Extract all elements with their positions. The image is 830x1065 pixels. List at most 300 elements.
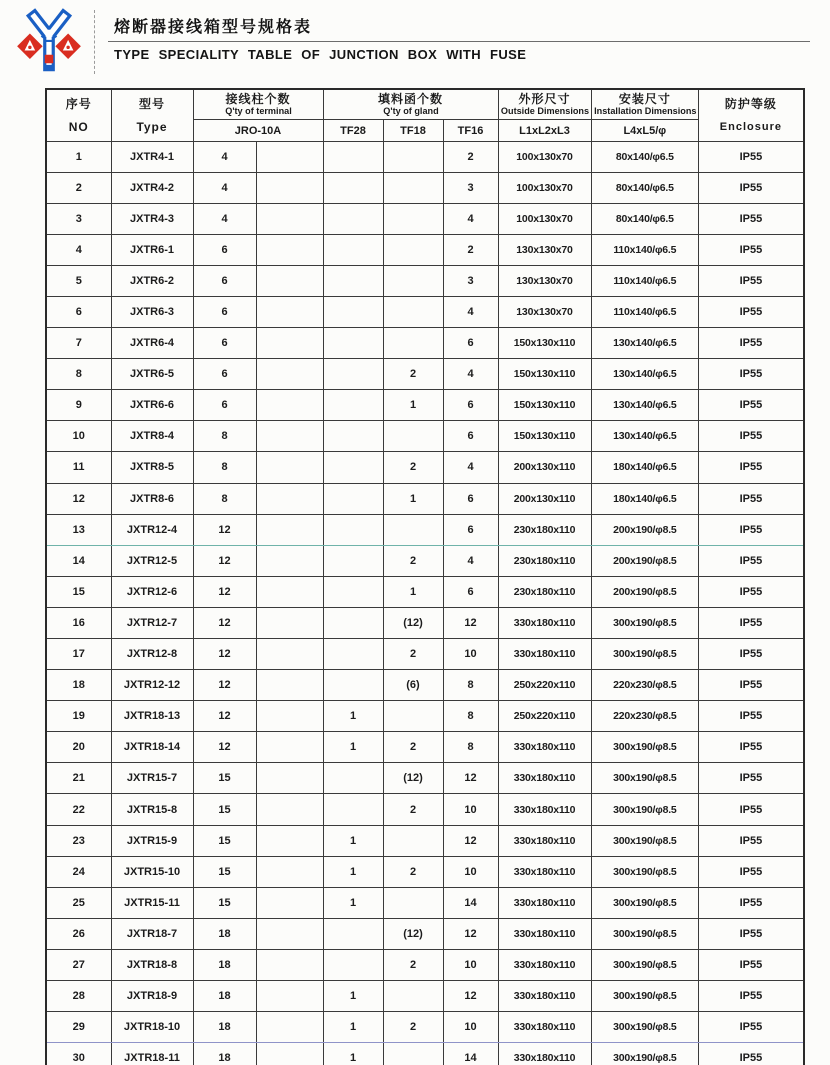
cell-tf18-qty — [383, 981, 443, 1012]
cell-tf28-qty — [323, 514, 383, 545]
cell-enclosure: IP55 — [699, 732, 804, 763]
cell-terminal-qty-spare — [256, 576, 323, 607]
cell-tf28-qty: 1 — [323, 856, 383, 887]
cell-outside-dimensions: 330x180x110 — [498, 639, 591, 670]
cell-outside-dimensions: 330x180x110 — [498, 981, 591, 1012]
jro-10a-label: JRO-10A — [234, 125, 282, 137]
cell-terminal-qty-spare — [256, 545, 323, 576]
table-row — [46, 1043, 804, 1065]
table-row — [46, 918, 804, 949]
cell-terminal-qty: 8 — [193, 421, 256, 452]
cell-tf16-qty: 6 — [443, 328, 498, 359]
cell-terminal-qty-spare — [256, 607, 323, 638]
cell-type: JXTR4-3 — [111, 203, 193, 234]
cell-no: 16 — [46, 607, 111, 638]
cell-no: 9 — [46, 390, 111, 421]
cell-type: JXTR8-6 — [111, 483, 193, 514]
cell-tf16-qty: 8 — [443, 670, 498, 701]
terminal-en: Q'ty of terminal — [224, 105, 292, 117]
cell-tf16-qty: 4 — [443, 359, 498, 390]
cell-installation-dimensions: 200x190/φ8.5 — [591, 576, 699, 607]
cell-type: JXTR18-11 — [111, 1043, 193, 1065]
cell-no: 24 — [46, 856, 111, 887]
tf18-label: TF18 — [400, 125, 426, 137]
cell-tf16-qty: 6 — [443, 390, 498, 421]
cell-tf28-qty: 1 — [323, 701, 383, 732]
tf28-label: TF28 — [340, 125, 366, 137]
cell-terminal-qty: 18 — [193, 981, 256, 1012]
cell-tf16-qty: 10 — [443, 949, 498, 980]
cell-type: JXTR15-9 — [111, 825, 193, 856]
cell-tf18-qty — [383, 265, 443, 296]
cell-tf28-qty — [323, 483, 383, 514]
table-row — [46, 670, 804, 701]
cell-tf28-qty — [323, 234, 383, 265]
cell-enclosure: IP55 — [699, 296, 804, 327]
cell-terminal-qty: 6 — [193, 296, 256, 327]
table-header — [46, 89, 804, 141]
cell-tf28-qty — [323, 296, 383, 327]
cell-installation-dimensions: 180x140/φ6.5 — [591, 452, 699, 483]
cell-enclosure: IP55 — [699, 918, 804, 949]
cell-tf16-qty: 12 — [443, 825, 498, 856]
cell-terminal-qty: 4 — [193, 203, 256, 234]
cell-tf16-qty: 4 — [443, 452, 498, 483]
table-row — [46, 607, 804, 638]
cell-installation-dimensions: 300x190/φ8.5 — [591, 949, 699, 980]
cell-installation-dimensions: 200x190/φ8.5 — [591, 514, 699, 545]
cell-terminal-qty-spare — [256, 981, 323, 1012]
spec-table — [45, 88, 805, 1065]
table-row — [46, 328, 804, 359]
cell-tf28-qty — [323, 452, 383, 483]
cell-tf18-qty — [383, 172, 443, 203]
cell-tf18-qty — [383, 1043, 443, 1065]
cell-terminal-qty-spare — [256, 265, 323, 296]
cell-enclosure: IP55 — [699, 607, 804, 638]
cell-tf18-qty: (6) — [383, 670, 443, 701]
cell-tf28-qty: 1 — [323, 732, 383, 763]
cell-installation-dimensions: 220x230/φ8.5 — [591, 670, 699, 701]
cell-terminal-qty: 6 — [193, 265, 256, 296]
cell-terminal-qty: 12 — [193, 576, 256, 607]
cell-enclosure: IP55 — [699, 452, 804, 483]
cell-tf18-qty: 2 — [383, 452, 443, 483]
table-row — [46, 203, 804, 234]
cell-tf18-qty — [383, 328, 443, 359]
cell-installation-dimensions: 300x190/φ8.5 — [591, 887, 699, 918]
cell-terminal-qty: 12 — [193, 670, 256, 701]
cell-tf18-qty: 2 — [383, 856, 443, 887]
cell-installation-dimensions: 130x140/φ6.5 — [591, 421, 699, 452]
col-no-zh: 序号 — [65, 96, 92, 111]
cell-no: 26 — [46, 918, 111, 949]
cell-outside-dimensions: 330x180x110 — [498, 1012, 591, 1043]
cell-type: JXTR4-1 — [111, 141, 193, 172]
cell-tf16-qty: 8 — [443, 732, 498, 763]
cell-enclosure: IP55 — [699, 701, 804, 732]
cell-terminal-qty-spare — [256, 825, 323, 856]
l4xl5-label: L4xL5/φ — [623, 125, 667, 137]
table-row — [46, 296, 804, 327]
col-header-terminal-group — [193, 89, 323, 119]
cell-tf16-qty: 10 — [443, 639, 498, 670]
cell-terminal-qty: 6 — [193, 359, 256, 390]
table-row — [46, 949, 804, 980]
cell-terminal-qty: 4 — [193, 141, 256, 172]
cell-terminal-qty-spare — [256, 421, 323, 452]
cell-type: JXTR12-7 — [111, 607, 193, 638]
cell-installation-dimensions: 80x140/φ6.5 — [591, 203, 699, 234]
page-title-zh: 熔断器接线箱型号规格表 — [114, 19, 313, 36]
cell-terminal-qty: 18 — [193, 949, 256, 980]
outside-en: Outside Dimensions — [500, 105, 589, 117]
header-divider — [94, 10, 95, 74]
table-row — [46, 856, 804, 887]
cell-type: JXTR6-2 — [111, 265, 193, 296]
cell-installation-dimensions: 300x190/φ8.5 — [591, 607, 699, 638]
cell-terminal-qty: 4 — [193, 172, 256, 203]
cell-terminal-qty-spare — [256, 514, 323, 545]
table-row — [46, 141, 804, 172]
cell-enclosure: IP55 — [699, 390, 804, 421]
cell-terminal-qty: 8 — [193, 452, 256, 483]
cell-installation-dimensions: 300x190/φ8.5 — [591, 763, 699, 794]
cell-tf16-qty: 12 — [443, 607, 498, 638]
cell-outside-dimensions: 330x180x110 — [498, 794, 591, 825]
cell-type: JXTR6-1 — [111, 234, 193, 265]
cell-type: JXTR8-4 — [111, 421, 193, 452]
col-header-outside-dimensions — [498, 89, 591, 119]
cell-tf16-qty: 14 — [443, 887, 498, 918]
cell-type: JXTR8-5 — [111, 452, 193, 483]
cell-tf28-qty — [323, 265, 383, 296]
cell-enclosure: IP55 — [699, 359, 804, 390]
cell-terminal-qty: 12 — [193, 701, 256, 732]
cell-tf28-qty — [323, 172, 383, 203]
cell-enclosure: IP55 — [699, 639, 804, 670]
cell-installation-dimensions: 130x140/φ6.5 — [591, 359, 699, 390]
cell-terminal-qty-spare — [256, 887, 323, 918]
cell-outside-dimensions: 100x130x70 — [498, 172, 591, 203]
table-row — [46, 265, 804, 296]
cell-terminal-qty: 6 — [193, 328, 256, 359]
cell-enclosure: IP55 — [699, 265, 804, 296]
enclosure-zh: 防护等级 — [724, 96, 777, 111]
install-zh: 安装尺寸 — [618, 91, 671, 106]
table-row — [46, 545, 804, 576]
cell-enclosure: IP55 — [699, 172, 804, 203]
cell-terminal-qty-spare — [256, 234, 323, 265]
cell-tf28-qty: 1 — [323, 1012, 383, 1043]
cell-installation-dimensions: 220x230/φ8.5 — [591, 701, 699, 732]
cell-tf16-qty: 10 — [443, 794, 498, 825]
cell-no: 19 — [46, 701, 111, 732]
cell-tf16-qty: 12 — [443, 763, 498, 794]
cell-type: JXTR12-12 — [111, 670, 193, 701]
cell-no: 6 — [46, 296, 111, 327]
cell-terminal-qty-spare — [256, 172, 323, 203]
cell-no: 7 — [46, 328, 111, 359]
cell-type: JXTR18-10 — [111, 1012, 193, 1043]
table-row — [46, 887, 804, 918]
cell-enclosure: IP55 — [699, 856, 804, 887]
cell-tf28-qty — [323, 421, 383, 452]
subcol-l4xl5 — [591, 119, 699, 141]
cell-outside-dimensions: 230x180x110 — [498, 545, 591, 576]
terminal-zh: 接线柱个数 — [225, 91, 291, 106]
cell-no: 25 — [46, 887, 111, 918]
cell-outside-dimensions: 250x220x110 — [498, 701, 591, 732]
subcol-tf28 — [323, 119, 383, 141]
cell-tf18-qty — [383, 825, 443, 856]
table-row — [46, 639, 804, 670]
table-body — [46, 141, 804, 1065]
cell-tf16-qty: 12 — [443, 981, 498, 1012]
gland-en: Q'ty of gland — [382, 105, 439, 117]
cell-type: JXTR6-6 — [111, 390, 193, 421]
cell-enclosure: IP55 — [699, 1043, 804, 1065]
cell-installation-dimensions: 200x190/φ8.5 — [591, 545, 699, 576]
table-row — [46, 763, 804, 794]
enclosure-en: Enclosure — [719, 120, 782, 133]
cell-enclosure: IP55 — [699, 514, 804, 545]
cell-outside-dimensions: 150x130x110 — [498, 328, 591, 359]
cell-tf28-qty: 1 — [323, 825, 383, 856]
cell-terminal-qty-spare — [256, 763, 323, 794]
install-en: Installation Dimensions — [593, 105, 697, 117]
cell-tf18-qty — [383, 296, 443, 327]
cell-terminal-qty-spare — [256, 949, 323, 980]
cell-tf16-qty: 6 — [443, 483, 498, 514]
cell-enclosure: IP55 — [699, 141, 804, 172]
cell-terminal-qty-spare — [256, 452, 323, 483]
cell-terminal-qty: 18 — [193, 918, 256, 949]
cell-terminal-qty-spare — [256, 918, 323, 949]
cell-outside-dimensions: 250x220x110 — [498, 670, 591, 701]
cell-outside-dimensions: 150x130x110 — [498, 390, 591, 421]
cell-outside-dimensions: 330x180x110 — [498, 887, 591, 918]
cell-no: 13 — [46, 514, 111, 545]
cell-no: 27 — [46, 949, 111, 980]
title-underline — [108, 41, 810, 42]
cell-no: 18 — [46, 670, 111, 701]
cell-no: 3 — [46, 203, 111, 234]
cell-tf28-qty — [323, 949, 383, 980]
cell-outside-dimensions: 330x180x110 — [498, 825, 591, 856]
cell-tf18-qty: 2 — [383, 732, 443, 763]
cell-tf18-qty: 2 — [383, 794, 443, 825]
cell-installation-dimensions: 80x140/φ6.5 — [591, 141, 699, 172]
cell-tf18-qty: 2 — [383, 1012, 443, 1043]
cell-tf18-qty — [383, 701, 443, 732]
cell-tf28-qty — [323, 639, 383, 670]
cell-outside-dimensions: 330x180x110 — [498, 763, 591, 794]
cell-no: 30 — [46, 1043, 111, 1065]
cell-no: 14 — [46, 545, 111, 576]
cell-enclosure: IP55 — [699, 825, 804, 856]
cell-tf16-qty: 6 — [443, 421, 498, 452]
table-row — [46, 701, 804, 732]
cell-type: JXTR12-4 — [111, 514, 193, 545]
cell-no: 10 — [46, 421, 111, 452]
cell-no: 1 — [46, 141, 111, 172]
cell-tf28-qty — [323, 203, 383, 234]
cell-enclosure: IP55 — [699, 234, 804, 265]
cell-tf28-qty — [323, 607, 383, 638]
cell-tf18-qty — [383, 887, 443, 918]
cell-tf16-qty: 4 — [443, 545, 498, 576]
cell-installation-dimensions: 300x190/φ8.5 — [591, 825, 699, 856]
cell-type: JXTR15-11 — [111, 887, 193, 918]
cell-type: JXTR6-5 — [111, 359, 193, 390]
cell-type: JXTR18-9 — [111, 981, 193, 1012]
cell-terminal-qty: 12 — [193, 545, 256, 576]
cell-no: 17 — [46, 639, 111, 670]
cell-type: JXTR18-13 — [111, 701, 193, 732]
cell-terminal-qty-spare — [256, 639, 323, 670]
cell-outside-dimensions: 330x180x110 — [498, 607, 591, 638]
cell-terminal-qty-spare — [256, 328, 323, 359]
cell-outside-dimensions: 100x130x70 — [498, 141, 591, 172]
cell-terminal-qty-spare — [256, 296, 323, 327]
cell-terminal-qty: 12 — [193, 639, 256, 670]
table-row — [46, 421, 804, 452]
company-emblem-icon — [17, 8, 81, 76]
table-row — [46, 794, 804, 825]
cell-tf16-qty: 6 — [443, 514, 498, 545]
cell-type: JXTR4-2 — [111, 172, 193, 203]
cell-tf28-qty: 1 — [323, 887, 383, 918]
cell-type: JXTR15-7 — [111, 763, 193, 794]
table-row — [46, 1012, 804, 1043]
page-title-en: TYPE SPECIALITY TABLE OF JUNCTION BOX WITH FUSE — [114, 47, 527, 62]
cell-tf28-qty — [323, 670, 383, 701]
cell-tf18-qty: 2 — [383, 545, 443, 576]
cell-no: 8 — [46, 359, 111, 390]
cell-enclosure: IP55 — [699, 670, 804, 701]
cell-enclosure: IP55 — [699, 203, 804, 234]
cell-enclosure: IP55 — [699, 545, 804, 576]
cell-terminal-qty: 6 — [193, 234, 256, 265]
cell-outside-dimensions: 100x130x70 — [498, 203, 591, 234]
cell-tf18-qty: 2 — [383, 949, 443, 980]
outside-zh: 外形尺寸 — [518, 91, 571, 106]
subcol-tf16 — [443, 119, 498, 141]
cell-tf18-qty: (12) — [383, 918, 443, 949]
cell-tf18-qty — [383, 203, 443, 234]
cell-tf16-qty: 8 — [443, 701, 498, 732]
cell-terminal-qty: 12 — [193, 514, 256, 545]
cell-type: JXTR18-8 — [111, 949, 193, 980]
cell-tf28-qty: 1 — [323, 1043, 383, 1065]
cell-tf28-qty — [323, 328, 383, 359]
cell-no: 11 — [46, 452, 111, 483]
cell-enclosure: IP55 — [699, 981, 804, 1012]
cell-installation-dimensions: 300x190/φ8.5 — [591, 856, 699, 887]
cell-no: 2 — [46, 172, 111, 203]
cell-no: 15 — [46, 576, 111, 607]
cell-no: 21 — [46, 763, 111, 794]
cell-terminal-qty: 15 — [193, 856, 256, 887]
cell-terminal-qty-spare — [256, 359, 323, 390]
cell-tf16-qty: 10 — [443, 856, 498, 887]
cell-installation-dimensions: 300x190/φ8.5 — [591, 1043, 699, 1065]
cell-terminal-qty-spare — [256, 483, 323, 514]
table-row — [46, 483, 804, 514]
cell-enclosure: IP55 — [699, 576, 804, 607]
cell-tf16-qty: 2 — [443, 141, 498, 172]
cell-installation-dimensions: 110x140/φ6.5 — [591, 234, 699, 265]
cell-no: 23 — [46, 825, 111, 856]
cell-outside-dimensions: 330x180x110 — [498, 1043, 591, 1065]
col-header-type — [111, 89, 193, 141]
cell-outside-dimensions: 230x180x110 — [498, 514, 591, 545]
cell-installation-dimensions: 300x190/φ8.5 — [591, 794, 699, 825]
cell-terminal-qty-spare — [256, 1012, 323, 1043]
cell-type: JXTR15-8 — [111, 794, 193, 825]
col-header-no — [46, 89, 111, 141]
cell-terminal-qty-spare — [256, 390, 323, 421]
cell-installation-dimensions: 110x140/φ6.5 — [591, 265, 699, 296]
cell-tf18-qty — [383, 514, 443, 545]
tf16-label: TF16 — [457, 125, 484, 137]
cell-tf28-qty — [323, 576, 383, 607]
cell-outside-dimensions: 130x130x70 — [498, 296, 591, 327]
table-row — [46, 359, 804, 390]
cell-tf18-qty: 1 — [383, 390, 443, 421]
cell-terminal-qty: 12 — [193, 607, 256, 638]
cell-enclosure: IP55 — [699, 949, 804, 980]
cell-terminal-qty-spare — [256, 141, 323, 172]
cell-no: 22 — [46, 794, 111, 825]
cell-tf28-qty — [323, 763, 383, 794]
cell-terminal-qty: 15 — [193, 825, 256, 856]
cell-type: JXTR6-3 — [111, 296, 193, 327]
cell-terminal-qty-spare — [256, 670, 323, 701]
cell-tf28-qty — [323, 794, 383, 825]
cell-tf18-qty — [383, 234, 443, 265]
cell-tf28-qty — [323, 390, 383, 421]
cell-terminal-qty-spare — [256, 203, 323, 234]
cell-tf16-qty: 12 — [443, 918, 498, 949]
cell-installation-dimensions: 180x140/φ6.5 — [591, 483, 699, 514]
cell-no: 20 — [46, 732, 111, 763]
gland-zh: 填料函个数 — [377, 91, 443, 106]
cell-no: 12 — [46, 483, 111, 514]
cell-tf18-qty: 2 — [383, 359, 443, 390]
table-row — [46, 514, 804, 545]
cell-tf28-qty: 1 — [323, 981, 383, 1012]
cell-tf18-qty: 2 — [383, 639, 443, 670]
cell-type: JXTR12-6 — [111, 576, 193, 607]
table-row — [46, 172, 804, 203]
cell-tf18-qty: (12) — [383, 763, 443, 794]
cell-tf16-qty: 6 — [443, 576, 498, 607]
cell-installation-dimensions: 80x140/φ6.5 — [591, 172, 699, 203]
cell-enclosure: IP55 — [699, 328, 804, 359]
table-row — [46, 576, 804, 607]
cell-terminal-qty-spare — [256, 794, 323, 825]
cell-outside-dimensions: 150x130x110 — [498, 359, 591, 390]
cell-installation-dimensions: 130x140/φ6.5 — [591, 328, 699, 359]
cell-terminal-qty: 15 — [193, 887, 256, 918]
cell-installation-dimensions: 300x190/φ8.5 — [591, 639, 699, 670]
col-type-zh: 型号 — [138, 96, 165, 111]
cell-tf18-qty — [383, 141, 443, 172]
cell-outside-dimensions: 230x180x110 — [498, 576, 591, 607]
cell-tf18-qty: 1 — [383, 483, 443, 514]
